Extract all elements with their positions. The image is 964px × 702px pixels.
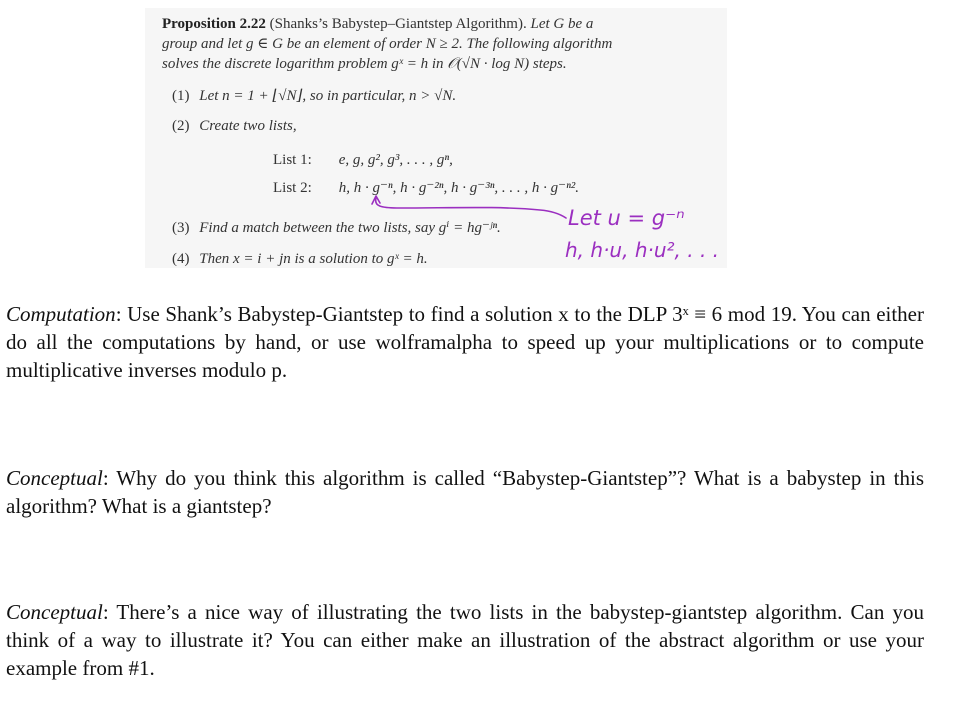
paragraph-lead: Conceptual bbox=[6, 600, 103, 624]
proposition-name: (Shanks’s Babystep–Giantstep Algorithm). bbox=[269, 16, 527, 32]
proposition-line-1 bbox=[162, 14, 702, 34]
annotation-list: h, h·u, h·u², . . . bbox=[565, 238, 720, 262]
list-2-label: List 2: bbox=[273, 180, 312, 196]
proposition-line-3: solves the discrete logarithm problem gˣ = h in 𝒪(√N · log N) steps. bbox=[162, 56, 567, 72]
step-number: (1) bbox=[172, 88, 190, 104]
annotation-let-u: Let u = g⁻ⁿ bbox=[568, 206, 685, 230]
step-3 bbox=[172, 218, 501, 238]
proposition-line-2: group and let g ∈ G be an element of order N ≥ 2. The following algorithm bbox=[162, 36, 613, 52]
computation-paragraph bbox=[6, 300, 924, 384]
paragraph-text: : There’s a nice way of illustrating the two lists in the babystep-giantstep algorithm. Can you think of a way to illustrate it? You can either make an illustration of the abstract algorithm or use your example from #1. bbox=[6, 600, 924, 680]
step-text: Let n = 1 + ⌊√N⌋, so in particular, n > √N. bbox=[199, 88, 457, 104]
conceptual-paragraph-2 bbox=[6, 598, 924, 682]
list-1-row bbox=[273, 150, 453, 170]
proposition-line1-rest: Let G be a bbox=[530, 16, 594, 32]
step-2 bbox=[172, 116, 297, 136]
step-number: (3) bbox=[172, 220, 190, 236]
step-text: Then x = i + jn is a solution to gˣ = h. bbox=[199, 251, 428, 267]
step-text: Create two lists, bbox=[199, 118, 297, 134]
step-number: (4) bbox=[172, 251, 190, 267]
step-number: (2) bbox=[172, 118, 190, 134]
step-text: Find a match between the two lists, say gⁱ = hg⁻ʲⁿ. bbox=[199, 220, 501, 236]
proposition-header bbox=[162, 14, 702, 74]
step-1 bbox=[172, 86, 456, 106]
step-4 bbox=[172, 249, 428, 269]
proposition-number: Proposition 2.22 bbox=[162, 16, 266, 32]
paragraph-lead: Computation bbox=[6, 302, 116, 326]
paragraph-text: : Why do you think this algorithm is called “Babystep-Giantstep”? What is a babystep in this algorithm? What is a giantstep? bbox=[6, 466, 924, 518]
paragraph-lead: Conceptual bbox=[6, 466, 103, 490]
paragraph-text: : Use Shank’s Babystep-Giantstep to find a solution x to the DLP 3ˣ ≡ 6 mod 19. You can either do all the computations by hand, or use wolframalpha to speed up your multiplications or to compute multiplicative inverses modulo p. bbox=[6, 302, 924, 382]
list-1-values: e, g, g², g³, . . . , gⁿ, bbox=[338, 152, 453, 168]
list-2-values: h, h · g⁻ⁿ, h · g⁻²ⁿ, h · g⁻³ⁿ, . . . , h · g⁻ⁿ². bbox=[338, 180, 580, 196]
list-1-label: List 1: bbox=[273, 152, 312, 168]
conceptual-paragraph-1 bbox=[6, 464, 924, 520]
